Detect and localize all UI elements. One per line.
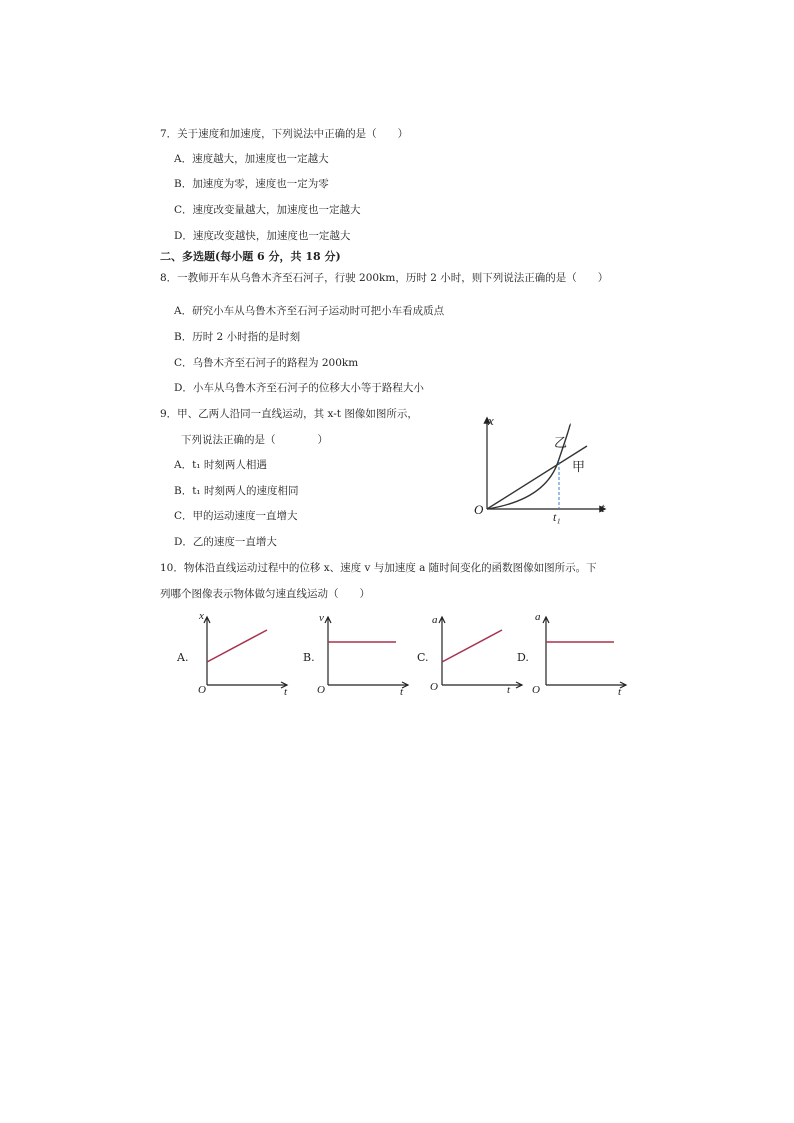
q10-graph-b-letter: B.: [303, 651, 315, 664]
q8-option-a: A．研究小车从乌鲁木齐至石河子运动时可把小车看成质点: [174, 305, 445, 317]
q7-stem: 7．关于速度和加速度，下列说法中正确的是（ ）: [160, 128, 409, 140]
q7-option-d: D．速度改变越快，加速度也一定越大: [174, 230, 351, 242]
q9-y-label: x: [488, 413, 494, 428]
q9-option-d: D．乙的速度一直增大: [174, 536, 277, 548]
q7-option-b: B．加速度为零，速度也一定为零: [174, 178, 329, 190]
q9-option-c: C．甲的运动速度一直增大: [174, 510, 298, 522]
q10-graph-d-x-label: t: [618, 686, 622, 698]
q9-origin: O: [474, 502, 484, 517]
q7-option-a: A．速度越大，加速度也一定越大: [174, 153, 329, 165]
q10-graph-d-y-label: a: [535, 611, 541, 623]
q9-label-yi: 乙: [554, 436, 568, 451]
q10-graph-b-x-label: t: [400, 686, 404, 698]
q9-option-b: B．t₁ 时刻两人的速度相同: [174, 485, 299, 497]
q10-graph-a: [195, 612, 295, 697]
q10-graph-a-origin: O: [198, 684, 206, 696]
q9-label-jia: 甲: [572, 460, 586, 475]
q8-stem: 8．一教师开车从乌鲁木齐至石河子，行驶 200km，历时 2 小时，则下列说法正确的是（ ）: [160, 272, 609, 284]
q8-option-c: C．乌鲁木齐至石河子的路程为 200km: [174, 357, 359, 369]
q10-graph-a-letter: A.: [177, 651, 189, 664]
q10-graph-b-origin: O: [317, 684, 325, 696]
q10-graph-d-origin: O: [532, 684, 540, 696]
rising-line: [442, 630, 502, 662]
q9-option-a: A．t₁ 时刻两人相遇: [174, 459, 267, 471]
q10-graph-a-x-label: t: [284, 686, 288, 698]
q10-graph-b: [316, 612, 416, 697]
q10-graph-c: [430, 612, 530, 697]
q9-stem-cont: 下列说法正确的是（ ）: [181, 434, 328, 446]
q7-option-c: C．速度改变量越大，加速度也一定越大: [174, 204, 361, 216]
q10-graph-a-y-label: x: [199, 610, 204, 622]
q10-graph-c-x-label: t: [507, 684, 511, 696]
q10-graph-d-letter: D.: [517, 651, 529, 664]
q10-graph-b-y-label: v: [319, 612, 324, 624]
rising-line: [207, 630, 267, 662]
q10-graph-c-y-label: a: [432, 614, 438, 626]
q10-graph-c-letter: C.: [417, 651, 429, 664]
q8-option-b: B．历时 2 小时指的是时刻: [174, 331, 301, 343]
q10-graph-d: [534, 612, 634, 697]
q10-graph-c-origin: O: [430, 681, 438, 693]
q9-stem: 9．甲、乙两人沿同一直线运动，其 x-t 图像如图所示，: [160, 408, 418, 420]
section-title: 二、多选题(每小题 6 分，共 18 分): [160, 250, 341, 263]
q8-option-d: D．小车从乌鲁木齐至石河子的位移大小等于路程大小: [174, 382, 424, 394]
q9-t1-label: t₁: [553, 510, 561, 524]
q10-stem: 10．物体沿直线运动过程中的位移 x、速度 v 与加速度 a 随时间变化的函数图像如图所示。下: [160, 562, 597, 574]
q9-x-label: t: [601, 500, 605, 515]
q10-stem-cont: 列哪个图像表示物体做匀速直线运动（ ）: [160, 588, 370, 600]
